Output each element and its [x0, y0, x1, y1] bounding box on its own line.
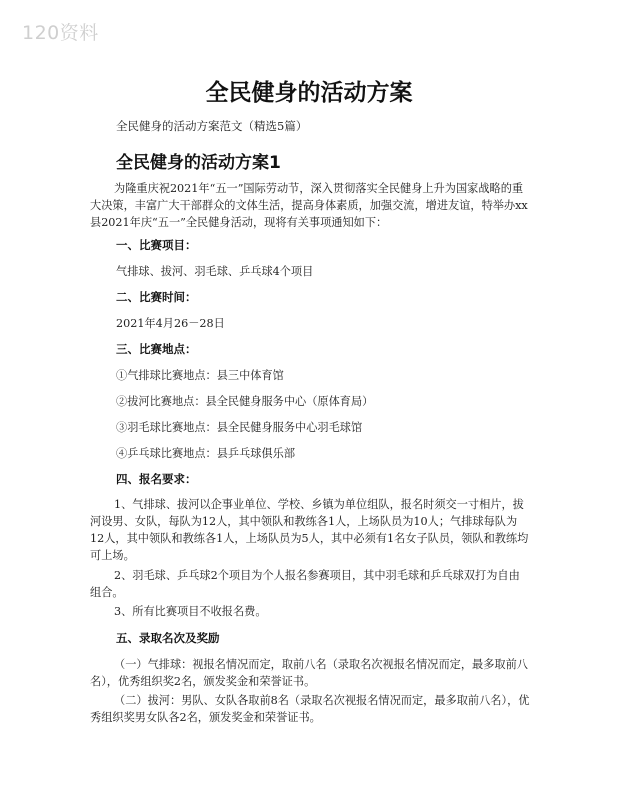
venue-item: ③羽毛球比赛地点：县全民健身服务中心羽毛球馆 [116, 421, 363, 434]
venue-item: ②拔河比赛地点：县全民健身服务中心（原体育局） [116, 395, 374, 408]
registration-paragraph-3: 3、所有比赛项目不收报名费。 [114, 605, 267, 618]
section-title-time: 二、比赛时间： [116, 290, 197, 304]
awards-paragraph-2: （二）拔河：男队、女队各取前8名（录取名次视报名情况而定，最多取前八名），优秀组织奖男女队各2名，颁发奖金和荣誉证书。 [90, 694, 530, 724]
awards-paragraph-1: （一）气排球：视报名情况而定，取前八名（录取名次视报名情况而定，最多取前八名），优秀组织奖2名，颁发奖金和荣誉证书。 [90, 658, 528, 688]
section-title-registration: 四、报名要求： [116, 472, 197, 486]
venue-item: ④乒乓球比赛地点：县乒乓球俱乐部 [116, 447, 296, 460]
registration-paragraph-2: 2、羽毛球、乒乓球2个项目为个人报名参赛项目，其中羽毛球和乒乓球双打为自由组合。 [90, 569, 520, 599]
section-heading: 全民健身的活动方案1 [116, 153, 281, 173]
registration-paragraph-1: 1、气排球、拔河以企事业单位、学校、乡镇为单位组队，报名时须交一寸相片，拔河设男、女队，每队为12人，其中领队和教练各1人，上场队员为10人；气排球每队为12人，其中领队和教练各1人，上场队员为5人，其中必须有1名女子队员，领队和教练均可上场。 [90, 498, 529, 562]
intro-paragraph: 为隆重庆祝2021年“五一”国际劳动节，深入贯彻落实全民健身上升为国家战略的重大决策，丰富广大干部群众的文体生活，提高身体素质，加强交流，增进友谊，特举办xx县2021年庆“五一”全民健身活动，现将有关事项通知如下： [90, 182, 528, 229]
section-title-events: 一、比赛项目： [116, 238, 197, 252]
section-title-venue: 三、比赛地点： [116, 342, 197, 356]
document-subtitle: 全民健身的活动方案范文（精选5篇） [116, 119, 308, 133]
time-text: 2021年4月26－28日 [116, 317, 225, 330]
events-text: 气排球、拔河、羽毛球、乒乓球4个项目 [116, 265, 314, 278]
venue-item: ①气排球比赛地点：县三中体育馆 [116, 369, 284, 382]
watermark-logo: 120资料 [22, 22, 99, 44]
document-title: 全民健身的活动方案 [205, 80, 413, 106]
section-title-awards: 五、录取名次及奖励 [116, 631, 220, 645]
